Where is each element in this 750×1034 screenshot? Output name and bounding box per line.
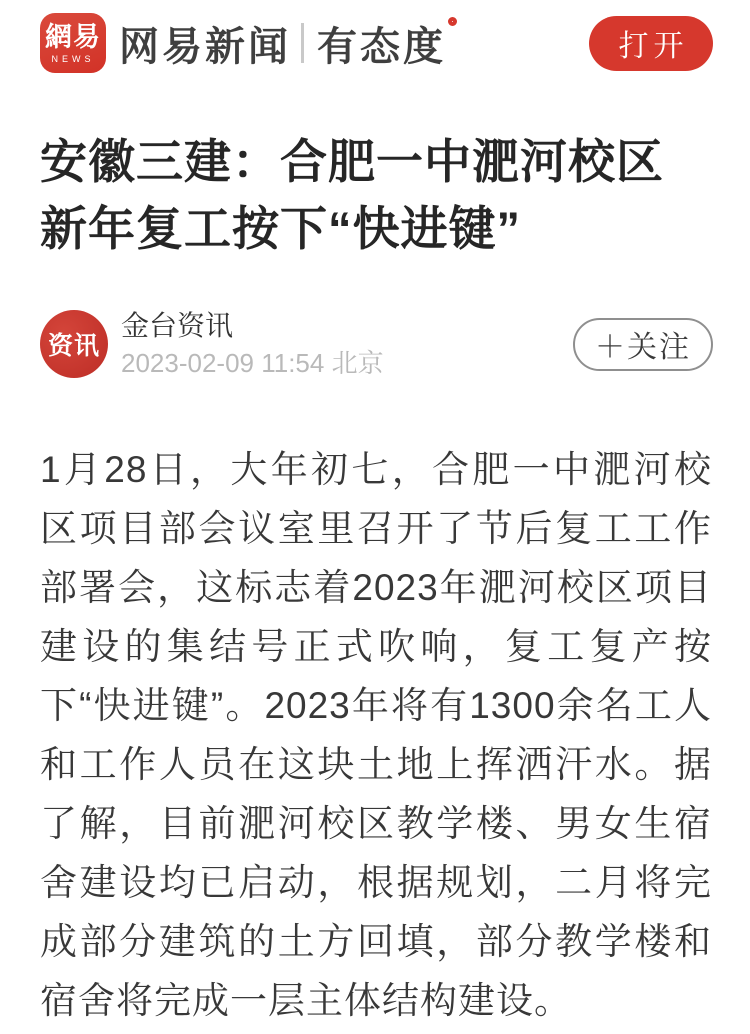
author-row [40, 310, 713, 378]
brand-slogan: 有态度 [317, 24, 446, 69]
netease-logo-chars: 網易 [45, 21, 101, 52]
brand-name: 网易新闻 [119, 24, 291, 69]
brand-slogan-wrap [317, 15, 457, 72]
app-banner [0, 0, 750, 73]
brand-lockup [119, 15, 457, 72]
article-body-paragraph: 1月28日，大年初七，合肥一中淝河校区项目部会议室里召开了节后复工工作部署会，这标志着2023年淝河校区项目建设的集结号正式吹响，复工复产按下“快进键”。2023年将有1300余名工人和工作人员在这块土地上挥洒汗水。据了解，目前淝河校区教学楼、男女生宿舍建设均已启动，根据规划，二月将完成部分建筑的土方回填，部分教学楼和宿舍将完成一层主体结构建设。 [40, 449, 712, 1021]
article-title: 安徽三建：合肥一中淝河校区新年复工按下“快进键” [40, 135, 664, 255]
open-app-button[interactable]: 打开 [589, 16, 713, 71]
follow-button[interactable]: ＋关注 [573, 318, 713, 371]
netease-logo-icon[interactable] [40, 13, 106, 73]
netease-logo-news-text: NEWS [51, 53, 95, 64]
degree-mark-icon [448, 17, 457, 26]
author-avatar-label: 资讯 [47, 332, 100, 360]
author-info [121, 310, 384, 378]
author-name[interactable]: 金台资讯 [121, 310, 234, 341]
brand-divider [301, 23, 304, 63]
author-avatar[interactable] [40, 310, 108, 378]
publish-timestamp: 2023-02-09 11:54 北京 [121, 348, 384, 378]
